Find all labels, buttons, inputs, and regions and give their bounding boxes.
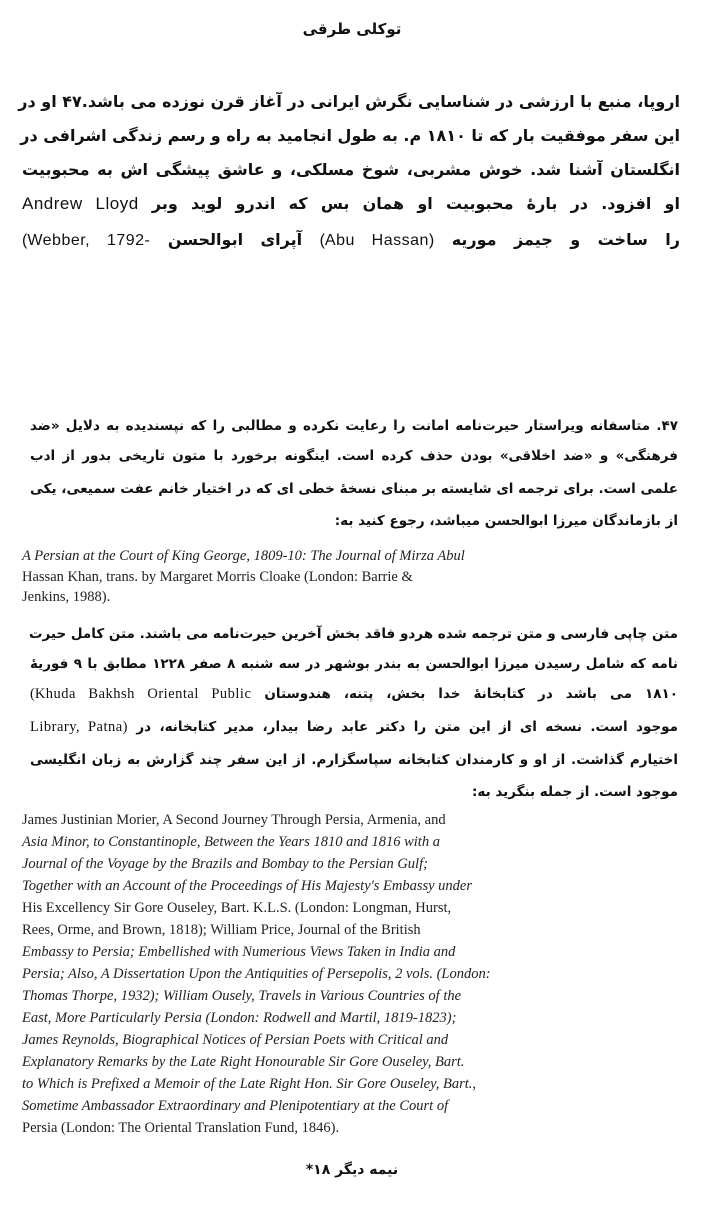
paragraph-2-line-4-latin: Library, Patna) [30, 719, 129, 735]
footnote-line-2: فرهنگی» و «ضد اخلاقی» بودن حذف کرده است. اینگونه برخورد با متون تاریخی بدور از ادب [30, 448, 678, 464]
paragraph-2-line-4 [30, 719, 678, 736]
page-footer: نیمه دیگر ۱۸* [305, 1162, 399, 1178]
reference-2-line-14: Sometime Ambassador Extraordinary and Plenipotentiary at the Court of [22, 1098, 449, 1114]
reference-2-line-13: to Which is Prefixed a Memoir of the Late Right Hon. Sir Gore Ouseley, Bart., [22, 1076, 476, 1092]
body-line-2: این سفر موفقیت بار که تا ۱۸۱۰ م. به طول انجامید به راه و رسم زندگی اشرافی در [20, 126, 680, 145]
paragraph-2-line-6: موجود است. از جمله بنگرید به: [472, 784, 678, 800]
paragraph-2-line-5: اختیارم گذاشت. از او و کارمندان کتابخانه سپاسگزارم. از این سفر چند گزارش به زبان انگلیسی [30, 752, 678, 768]
body-line-1: اروپا، منبع با ارزشی در شناسایی نگرش ایرانی در آغاز قرن نوزده می باشد.۴۷ او در [18, 92, 680, 111]
reference-2-line-4: Together with an Account of the Proceedings of His Majesty's Embassy under [22, 878, 473, 894]
running-header: توکلی طرقی [302, 20, 402, 38]
reference-2-line-7: Embassy to Persia; Embellished with Numerious Views Taken in India and [22, 944, 456, 960]
reference-2-line-11: James Reynolds, Biographical Notices of Persian Poets with Critical and [22, 1032, 449, 1048]
body-line-4-arabic: او افزود. در بارهٔ محبوبیت او همان بس که اندرو لوید وبر [151, 194, 680, 213]
footnote-line-4: از بازماندگان میرزا ابوالحسن میباشد، رجوع کنید به: [334, 513, 678, 529]
reference-1-line-3: Jenkins, 1988). [22, 589, 111, 605]
body-line-3: انگلستان آشنا شد. خوش مشربی، شوخ مسلکی، و عاشق پیشگی اش به محبوبیت [22, 160, 680, 179]
body-line-4 [22, 194, 680, 214]
footnote-line-1: ۴۷. متاسفانه ویراستار حیرت‌نامه امانت را رعایت نکرده و مطالبی را که نپسندیده به دلایل «ضد [30, 418, 678, 434]
body-line-5 [22, 230, 680, 250]
reference-2-line-6: Rees, Orme, and Brown, 1818); William Price, Journal of the British [22, 922, 421, 938]
reference-2-line-12: Explanatory Remarks by the Late Right Honourable Sir Gore Ouseley, Bart. [22, 1054, 465, 1070]
body-line-4-latin: Andrew Lloyd [22, 194, 139, 213]
reference-2-line-9: Thomas Thorpe, 1932); William Ousely, Travels in Various Countries of the [22, 988, 462, 1004]
reference-2-line-5: His Excellency Sir Gore Ouseley, Bart. K.L.S. (London: Longman, Hurst, [22, 900, 452, 916]
reference-2-line-15: Persia (London: The Oriental Translation Fund, 1846). [22, 1120, 340, 1136]
paragraph-2-line-4-arabic: موجود است. نسخه ای از این متن را دکتر عابد رضا بیدار، مدیر کتابخانه، در [136, 719, 679, 735]
reference-1-line-2: Hassan Khan, trans. by Margaret Morris Cloake (London: Barrie & [22, 569, 413, 585]
paragraph-2-line-3-latin: (Khuda Bakhsh Oriental Public [30, 686, 252, 702]
footnote-line-3: علمی است. برای ترجمه ای شایسته بر مبنای نسخهٔ خطی ای که در اختیار خانم عفت سمیعی، یکی [30, 481, 678, 497]
reference-1-line-1: A Persian at the Court of King George, 1809-10: The Journal of Mirza Abul [22, 548, 465, 564]
body-line-5-latin-b: (Webber, 1792- [22, 232, 151, 249]
reference-2-line-3: Journal of the Voyage by the Brazils and Bombay to the Persian Gulf; [22, 856, 428, 872]
paragraph-2-line-3 [30, 686, 678, 703]
paragraph-2-line-3-arabic: ۱۸۱۰ می باشد در کتابخانهٔ خدا بخش، پتنه، هندوستان [264, 686, 678, 702]
reference-2-line-2: Asia Minor, to Constantinople, Between the Years 1810 and 1816 with a [22, 834, 440, 850]
reference-2-line-1: James Justinian Morier, A Second Journey Through Persia, Armenia, and [22, 812, 446, 828]
body-line-5-arabic-a: را ساخت و جیمز موریه [451, 230, 680, 249]
body-line-5-latin-a: (Abu Hassan) [319, 232, 435, 249]
reference-2-line-8: Persia; Also, A Dissertation Upon the Antiquities of Persepolis, 2 vols. (London: [22, 966, 491, 982]
paragraph-2-line-2: نامه که شامل رسیدن میرزا ابوالحسن به بندر بوشهر در سه شنبه ۸ صفر ۱۲۲۸ مطابق با ۹ فوریهٔ [30, 656, 678, 672]
body-line-5-arabic-b: آپرای ابوالحسن [167, 230, 303, 249]
reference-2-line-10: East, More Particularly Persia (London: Rodwell and Martil, 1819-1823); [22, 1010, 457, 1026]
paragraph-2-line-1: متن چاپی فارسی و متن ترجمه شده هردو فاقد بخش آخرین حیرت‌نامه می باشند. متن کامل حیرت [28, 626, 678, 642]
